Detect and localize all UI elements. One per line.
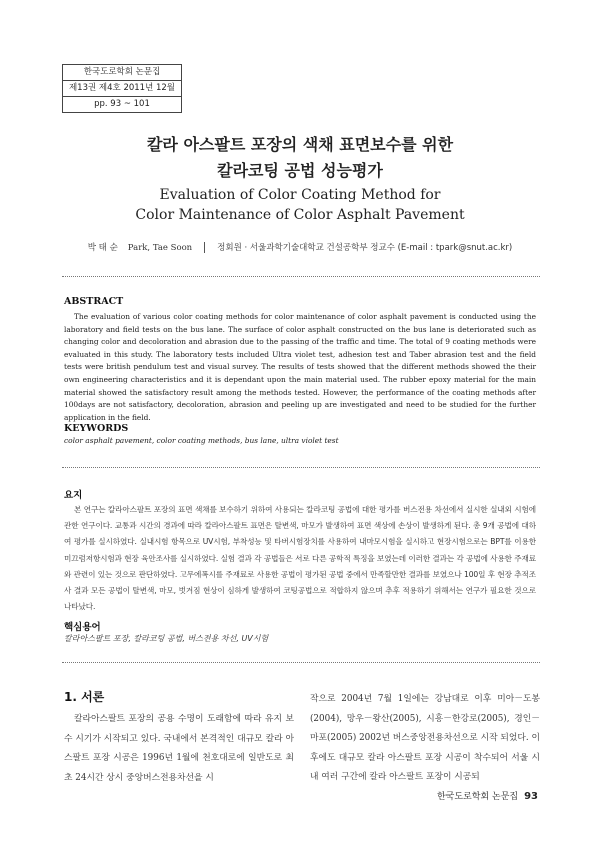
korean-keywords-body: 칼라아스팔트 포장, 칼라코팅 공법, 버스전용 차선, UV시험 [64, 634, 269, 643]
page-footer [437, 789, 538, 802]
english-title-line2: Color Maintenance of Color Asphalt Pavement [135, 207, 465, 223]
divider-top [62, 276, 540, 277]
author-english-name: Park, Tae Soon [127, 243, 193, 253]
section-right-column: 작으로 2004년 7월 1일에는 강남대로 이후 미아－도봉(2004), 망우－왕산(2005), 시흥－한강로(2005), 경인－마포(2005) 2002년 버스중앙전용차선으로 시작 되었다. 이후에도 대규모 칼라 아스팔트 포장 시공이 착수되어 서울 시내 여러 구간에 칼라 아스팔트 포장이 시공되 [310, 694, 540, 782]
journal-issue: 제13권 제4호 2011년 12월 [63, 80, 181, 96]
abstract-heading: ABSTRACT [64, 296, 124, 307]
journal-info-box [62, 64, 182, 113]
page-number: 93 [524, 791, 538, 802]
author-korean-name: 박 태 순 [87, 243, 118, 253]
footer-journal-name: 한국도로학회 논문집 [436, 792, 519, 802]
keywords-body: color asphalt pavement, color coating methods, bus lane, ultra violet test [64, 436, 339, 445]
journal-pages: pp. 93 ~ 101 [63, 96, 181, 112]
author-separator [204, 242, 205, 253]
korean-abstract-body: 본 연구는 칼라아스팔트 포장의 표면 색채를 보수하기 위하여 사용되는 칼라코팅 공법에 대한 평가를 버스전용 차선에서 실시한 실내외 시험에 관한 연구이다. 교통과 시간의 경과에 따라 칼라아스팔트 표면은 탈변색, 마모가 발생하여 표면 색상에 손상이 발생하게 된다. 총 9개 공법에 대하여 평가를 실시하였다. 실내시험 항목으로 UV시험, 부착성능 및 타버시험장치를 사용하여 내마모시험을 실시하고 현장시험으로는 BPT를 이용한 미끄럼저항시험과 현장 육안조사를 실시하였다. 실험 결과 각 공법들은 서로 다른 공학적 특징을 보였는데 이러한 결과는 각 공법에 사용한 주재료와 관련이 있는 것으로 판단하였다. 고무에폭시를 주재료로 사용한 공법이 평가된 공법 중에서 만족할만한 결과를 보였으나 100일 후 현장 추적조사 결과 모든 공법이 탈변색, 마모, 벗겨짐 현상이 심하게 발생하여 코팅공법으로 적합하지 않으며 추후 적용하기 위해서는 연구가 필요한 것으로 나타났다. [64, 505, 536, 612]
divider-bottom [62, 662, 540, 663]
section-title: 1. 서론 [64, 690, 105, 704]
english-title-line1: Evaluation of Color Coating Method for [159, 187, 441, 203]
korean-title-line2: 칼라코팅 공법 성능평가 [217, 161, 383, 180]
author-affiliation: 정회원 · 서울과학기술대학교 건설공학부 정교수 (E-mail : tpark@snut.ac.kr) [217, 243, 513, 253]
korean-abstract-heading: 요지 [64, 490, 83, 501]
author-line [0, 241, 600, 253]
korean-title-line1: 칼라 아스팔트 포장의 색채 표면보수를 위한 [146, 135, 454, 154]
divider-middle [62, 467, 540, 468]
keywords-heading: KEYWORDS [64, 423, 129, 434]
journal-name: 한국도로학회 논문집 [83, 67, 161, 77]
abstract-body: The evaluation of various color coating methods for color maintenance of color asphalt pavement is conducted using the laboratory and field tests on the bus lane. The surface of color asphalt constructed on the bus lane is deteriorated such as changing color and decoloration and abrasion due to the passing of the traffic and time. The total of 9 coating methods were evaluated in this study. The laboratory tests included Ultra violet test, adhesion test and Taber abrasion test and the field tests were british pendulum test and visual survey. The results of tests showed that the different methods showed the their own engineering characteristics and it is dependant upon the main material used. The rubber epoxy material for the main material showed the satisfactory result among the methods tested. However, the performance of the coating methods after 100days are not satisfactory, decoloration, abrasion and peeling up are investigated and need to be studied for the further application in the field. [64, 312, 536, 422]
section-left-column: 칼라아스팔트 포장의 공용 수명이 도래함에 따라 유지 보수 시기가 시작되고 있다. 국내에서 본격적인 대규모 칼라 아스팔트 포장 시공은 1996년 1월에 천호대로에 일반도로 최초 24시간 상시 중앙버스전용차선을 시 [64, 714, 294, 783]
korean-keywords-heading: 핵심용어 [64, 622, 101, 633]
